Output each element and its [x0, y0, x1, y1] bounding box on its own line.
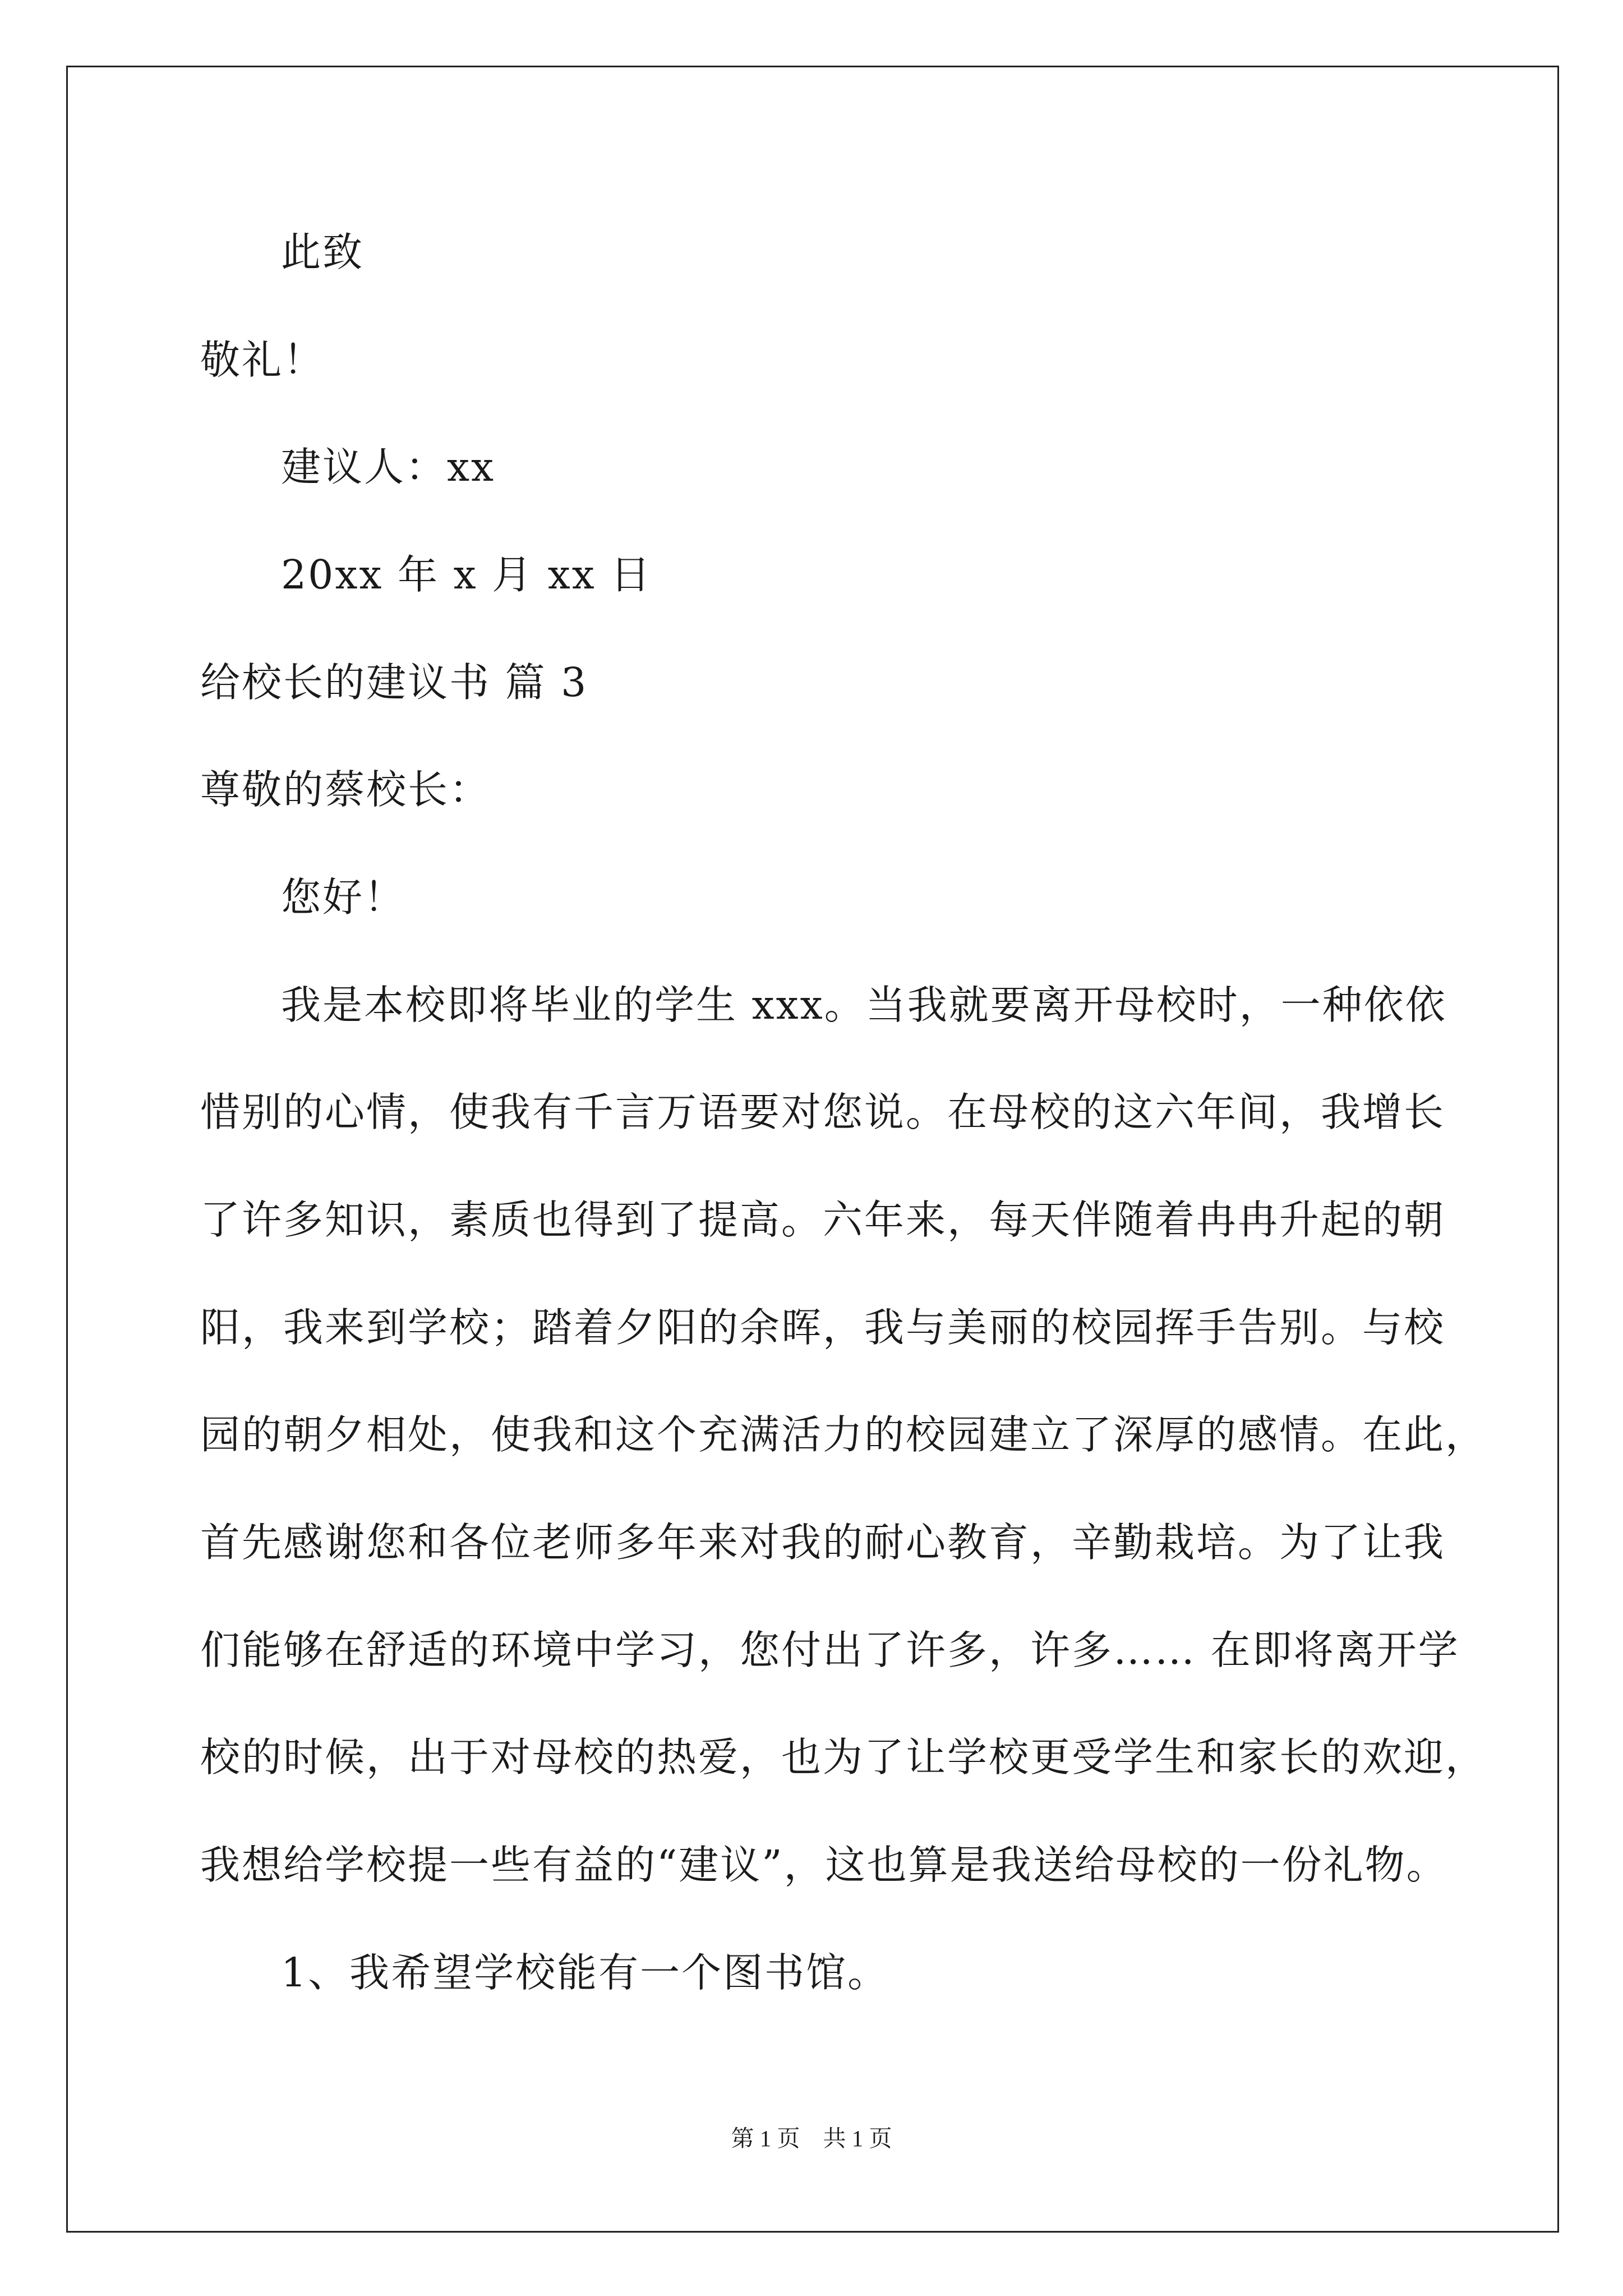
- paragraph-line: 我是本校即将毕业的学生 xxx。当我就要离开母校时，一种依依: [281, 982, 1447, 1028]
- paragraph-line: 校的时候，出于对母校的热爱，也为了让学校更受学生和家长的欢迎，: [200, 1734, 1487, 1780]
- paragraph-line: 阳，我来到学校；踏着夕阳的余晖，我与美丽的校园挥手告别。与校: [200, 1304, 1446, 1351]
- letter-addressee: 尊敬的蔡校长：: [200, 766, 491, 813]
- section-title: 给校长的建议书 篇 3: [200, 659, 588, 706]
- date-line: 20xx 年 x 月 xx 日: [281, 551, 652, 598]
- suggestion-item-1: 1、我希望学校能有一个图书馆。: [281, 1949, 889, 1996]
- paragraph-line: 首先感谢您和各位老师多年来对我的耐心教育，辛勤栽培。为了让我: [200, 1519, 1446, 1566]
- signer-line: 建议人：xx: [281, 444, 496, 490]
- paragraph-line: 我想给学校提一些有益的“建议”，这也算是我送给母校的一份礼物。: [200, 1842, 1448, 1888]
- letter-greeting: 您好！: [281, 874, 406, 921]
- closing-respect: 敬礼！: [200, 337, 325, 383]
- page-footer: 第 1 页 共 1 页: [731, 2125, 892, 2151]
- closing-salutation: 此致: [281, 229, 365, 275]
- paragraph-line: 园的朝夕相处，使我和这个充满活力的校园建立了深厚的感情。在此，: [200, 1411, 1487, 1458]
- page-border: [66, 66, 1559, 2233]
- paragraph-line: 惜别的心情，使我有千言万语要对您说。在母校的这六年间，我增长: [200, 1089, 1446, 1135]
- paragraph-line: 们能够在舒适的环境中学习，您付出了许多，许多…… 在即将离开学: [200, 1627, 1460, 1673]
- paragraph-line: 了许多知识，素质也得到了提高。六年来，每天伴随着冉冉升起的朝: [200, 1197, 1446, 1243]
